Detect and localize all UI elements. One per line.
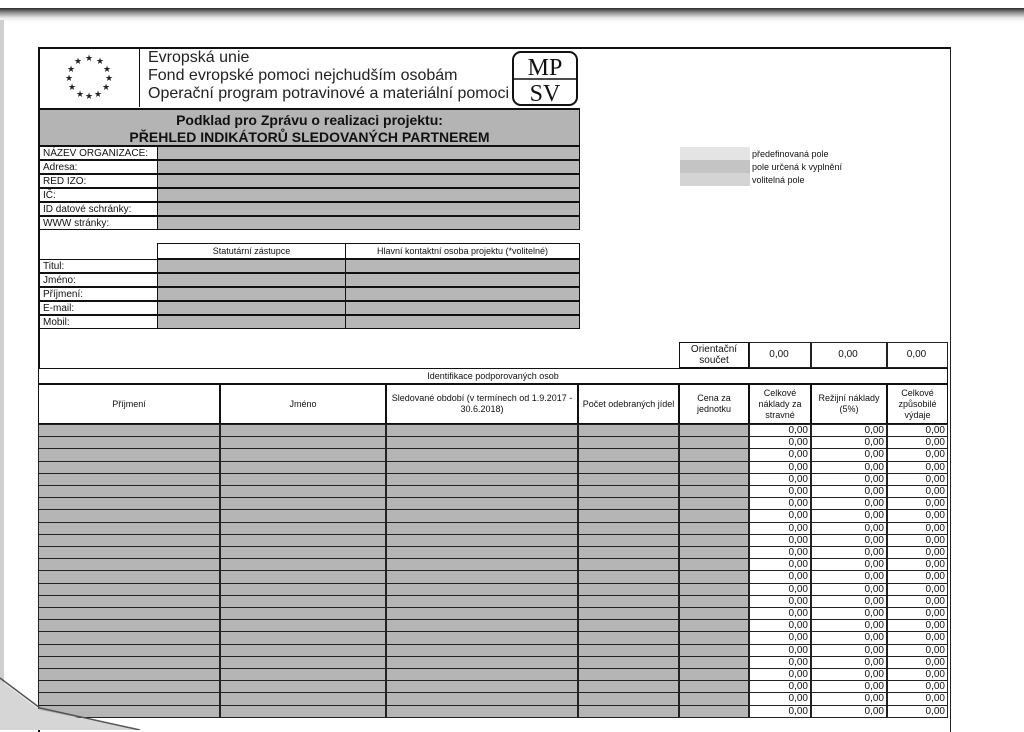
eu-flag-icon: [40, 49, 140, 107]
scan-edge: [0, 8, 1024, 22]
svg-text:★: ★: [84, 54, 94, 64]
org-field-input[interactable]: [157, 188, 580, 202]
input-cell[interactable]: [679, 583, 749, 596]
summary-total-costs: 0,00: [749, 342, 811, 368]
input-cell[interactable]: [679, 436, 749, 449]
svg-text:★: ★: [64, 74, 74, 84]
mpsv-logo-bottom: SV: [529, 81, 561, 107]
input-cell[interactable]: [220, 436, 386, 449]
legend-swatch-prefilled: [680, 147, 750, 160]
org-field-label: RED IZO:: [38, 174, 158, 188]
input-cell[interactable]: [679, 656, 749, 669]
legend-to-fill: pole určená k vyplnění: [752, 162, 843, 172]
input-cell[interactable]: [578, 656, 679, 669]
value-cell: 0,00: [749, 595, 811, 608]
value-cell: 0,00: [887, 485, 948, 498]
contact-statutory-input[interactable]: [157, 287, 346, 301]
value-cell: 0,00: [887, 668, 948, 681]
value-cell: 0,00: [749, 619, 811, 632]
input-cell[interactable]: [386, 705, 578, 718]
input-cell[interactable]: [578, 631, 679, 644]
scan-border: [0, 20, 4, 730]
col-surname: Příjmení: [38, 384, 220, 424]
value-cell: 0,00: [811, 692, 887, 705]
input-cell[interactable]: [386, 680, 578, 693]
input-cell[interactable]: [220, 461, 386, 474]
value-cell: 0,00: [749, 607, 811, 620]
input-cell[interactable]: [578, 680, 679, 693]
contact-main-input[interactable]: [345, 287, 580, 301]
form-title-line2: PŘEHLED INDIKÁTORŮ SLEDOVANÝCH PARTNEREM: [129, 129, 490, 145]
org-field-label: ID datové schránky:: [38, 202, 158, 216]
input-cell[interactable]: [220, 497, 386, 510]
input-cell[interactable]: [578, 448, 679, 461]
input-cell[interactable]: [578, 570, 679, 583]
value-cell: 0,00: [811, 570, 887, 583]
input-cell[interactable]: [386, 583, 578, 596]
value-cell: 0,00: [887, 656, 948, 669]
input-cell[interactable]: [220, 448, 386, 461]
value-cell: 0,00: [811, 509, 887, 522]
input-cell[interactable]: [386, 644, 578, 657]
contact-row-label: E-mail:: [38, 301, 158, 315]
input-cell[interactable]: [220, 570, 386, 583]
mpsv-logo-top: MP: [527, 55, 563, 81]
value-cell: 0,00: [887, 509, 948, 522]
input-cell[interactable]: [220, 644, 386, 657]
input-cell[interactable]: [220, 595, 386, 608]
input-cell[interactable]: [679, 448, 749, 461]
input-cell[interactable]: [220, 705, 386, 718]
svg-text:★: ★: [84, 92, 94, 102]
contact-row-label: Jméno:: [38, 273, 158, 287]
value-cell: 0,00: [749, 656, 811, 669]
svg-text:★: ★: [75, 90, 85, 100]
value-cell: 0,00: [887, 619, 948, 632]
input-cell[interactable]: [679, 570, 749, 583]
contact-main-input[interactable]: [345, 301, 580, 315]
value-cell: 0,00: [811, 583, 887, 596]
col-meals: Počet odebraných jídel: [578, 384, 679, 424]
svg-text:★: ★: [95, 57, 105, 67]
value-cell: 0,00: [887, 644, 948, 657]
svg-text:★: ★: [102, 65, 112, 75]
contact-main-input[interactable]: [345, 315, 580, 329]
input-cell[interactable]: [386, 522, 578, 535]
svg-text:★: ★: [93, 90, 103, 100]
fund-title: Fond evropské pomoci nejchudším osobám: [148, 67, 458, 84]
input-cell[interactable]: [38, 570, 220, 583]
value-cell: 0,00: [887, 631, 948, 644]
input-cell[interactable]: [578, 619, 679, 632]
scan-shadow: [0, 640, 180, 730]
contact-statutory-input[interactable]: [157, 301, 346, 315]
value-cell: 0,00: [749, 509, 811, 522]
input-cell[interactable]: [38, 522, 220, 535]
value-cell: 0,00: [811, 534, 887, 547]
value-cell: 0,00: [749, 522, 811, 535]
value-cell: 0,00: [887, 546, 948, 559]
value-cell: 0,00: [811, 448, 887, 461]
org-field-input[interactable]: [157, 216, 580, 230]
input-cell[interactable]: [578, 595, 679, 608]
input-cell[interactable]: [679, 473, 749, 486]
value-cell: 0,00: [887, 473, 948, 486]
contact-row-label: Titul:: [38, 259, 158, 273]
org-field-input[interactable]: [157, 174, 580, 188]
input-cell[interactable]: [679, 595, 749, 608]
contact-row-label: Mobil:: [38, 315, 158, 329]
input-cell[interactable]: [220, 656, 386, 669]
input-cell[interactable]: [679, 705, 749, 718]
legend-swatch-to-fill: [680, 160, 750, 173]
input-cell[interactable]: [38, 595, 220, 608]
value-cell: 0,00: [811, 424, 887, 437]
value-cell: 0,00: [887, 522, 948, 535]
input-cell[interactable]: [386, 619, 578, 632]
input-cell[interactable]: [386, 631, 578, 644]
col-name: Jméno: [220, 384, 386, 424]
col-overhead: Režijní náklady (5%): [811, 384, 887, 424]
input-cell[interactable]: [386, 534, 578, 547]
value-cell: 0,00: [887, 424, 948, 437]
input-cell[interactable]: [679, 558, 749, 571]
value-cell: 0,00: [811, 546, 887, 559]
input-cell[interactable]: [679, 509, 749, 522]
input-cell[interactable]: [38, 558, 220, 571]
value-cell: 0,00: [749, 680, 811, 693]
value-cell: 0,00: [749, 448, 811, 461]
value-cell: 0,00: [811, 644, 887, 657]
value-cell: 0,00: [887, 461, 948, 474]
input-cell[interactable]: [679, 692, 749, 705]
input-cell[interactable]: [38, 448, 220, 461]
value-cell: 0,00: [811, 522, 887, 535]
svg-text:★: ★: [104, 74, 114, 84]
input-cell[interactable]: [679, 522, 749, 535]
value-cell: 0,00: [811, 595, 887, 608]
input-cell[interactable]: [220, 509, 386, 522]
input-cell[interactable]: [578, 461, 679, 474]
input-cell[interactable]: [386, 656, 578, 669]
input-cell[interactable]: [679, 461, 749, 474]
value-cell: 0,00: [811, 497, 887, 510]
contact-col-main: Hlavní kontaktní osoba projektu (*volitelné): [345, 243, 580, 259]
input-cell[interactable]: [386, 595, 578, 608]
input-cell[interactable]: [578, 705, 679, 718]
contact-row-label: Příjmení:: [38, 287, 158, 301]
value-cell: 0,00: [749, 546, 811, 559]
org-field-label: Adresa:: [38, 160, 158, 174]
col-period: Sledované období (v termínech od 1.9.2017 - 30.6.2018): [386, 384, 578, 424]
contact-main-input[interactable]: [345, 259, 580, 273]
value-cell: 0,00: [749, 570, 811, 583]
contact-main-input[interactable]: [345, 273, 580, 287]
input-cell[interactable]: [679, 619, 749, 632]
contact-col-statutory: Statutární zástupce: [157, 243, 346, 259]
contact-statutory-input[interactable]: [157, 273, 346, 287]
col-total-costs: Celkové náklady za stravné: [749, 384, 811, 424]
input-cell[interactable]: [38, 534, 220, 547]
input-cell[interactable]: [38, 583, 220, 596]
value-cell: 0,00: [887, 436, 948, 449]
value-cell: 0,00: [887, 583, 948, 596]
value-cell: 0,00: [887, 595, 948, 608]
input-cell[interactable]: [220, 692, 386, 705]
value-cell: 0,00: [749, 644, 811, 657]
input-cell[interactable]: [679, 680, 749, 693]
svg-text:★: ★: [67, 83, 77, 93]
input-cell[interactable]: [578, 558, 679, 571]
input-cell[interactable]: [220, 522, 386, 535]
svg-text:★: ★: [73, 57, 83, 67]
value-cell: 0,00: [811, 607, 887, 620]
input-cell[interactable]: [578, 644, 679, 657]
input-cell[interactable]: [386, 448, 578, 461]
legend-swatch-optional: [680, 173, 750, 186]
input-cell[interactable]: [386, 570, 578, 583]
header-titles: [148, 49, 509, 103]
input-cell[interactable]: [220, 534, 386, 547]
legend-prefilled: předefinovaná pole: [752, 149, 829, 159]
form-title: [38, 109, 580, 146]
value-cell: 0,00: [887, 497, 948, 510]
input-cell[interactable]: [386, 473, 578, 486]
value-cell: 0,00: [887, 534, 948, 547]
value-cell: 0,00: [749, 497, 811, 510]
value-cell: 0,00: [749, 534, 811, 547]
value-cell: 0,00: [811, 705, 887, 718]
value-cell: 0,00: [811, 656, 887, 669]
value-cell: 0,00: [749, 705, 811, 718]
input-cell[interactable]: [386, 509, 578, 522]
value-cell: 0,00: [811, 461, 887, 474]
form-title-line1: Podklad pro Zprávu o realizaci projektu:: [176, 112, 443, 128]
value-cell: 0,00: [811, 473, 887, 486]
input-cell[interactable]: [578, 509, 679, 522]
input-cell[interactable]: [38, 509, 220, 522]
org-field-label: NÁZEV ORGANIZACE:: [38, 146, 158, 160]
input-cell[interactable]: [386, 497, 578, 510]
org-field-input[interactable]: [157, 202, 580, 216]
input-cell[interactable]: [578, 436, 679, 449]
value-cell: 0,00: [887, 705, 948, 718]
value-cell: 0,00: [749, 424, 811, 437]
value-cell: 0,00: [811, 668, 887, 681]
value-cell: 0,00: [749, 558, 811, 571]
input-cell[interactable]: [386, 692, 578, 705]
input-cell[interactable]: [679, 644, 749, 657]
value-cell: 0,00: [811, 631, 887, 644]
input-cell[interactable]: [578, 522, 679, 535]
value-cell: 0,00: [887, 680, 948, 693]
input-cell[interactable]: [220, 473, 386, 486]
col-unit-price: Cena za jednotku: [679, 384, 749, 424]
value-cell: 0,00: [887, 570, 948, 583]
value-cell: 0,00: [811, 485, 887, 498]
value-cell: 0,00: [749, 692, 811, 705]
input-cell[interactable]: [220, 631, 386, 644]
value-cell: 0,00: [811, 680, 887, 693]
input-cell[interactable]: [679, 631, 749, 644]
value-cell: 0,00: [887, 607, 948, 620]
org-field-input[interactable]: [157, 146, 580, 160]
input-cell[interactable]: [38, 436, 220, 449]
value-cell: 0,00: [749, 583, 811, 596]
mpsv-logo: [511, 50, 579, 107]
contact-statutory-input[interactable]: [157, 259, 346, 273]
input-cell[interactable]: [578, 692, 679, 705]
input-cell[interactable]: [386, 461, 578, 474]
input-cell[interactable]: [38, 497, 220, 510]
value-cell: 0,00: [749, 461, 811, 474]
input-cell[interactable]: [220, 619, 386, 632]
value-cell: 0,00: [811, 558, 887, 571]
input-cell[interactable]: [220, 558, 386, 571]
value-cell: 0,00: [749, 485, 811, 498]
program-title: Operační program potravinové a materiální pomoci: [148, 85, 510, 102]
input-cell[interactable]: [578, 534, 679, 547]
table-group-header: Identifikace podporovaných osob: [38, 368, 948, 384]
value-cell: 0,00: [749, 473, 811, 486]
input-cell[interactable]: [578, 473, 679, 486]
value-cell: 0,00: [887, 448, 948, 461]
input-cell[interactable]: [679, 497, 749, 510]
col-eligible: Celkové způsobilé výdaje: [887, 384, 948, 424]
org-field-label: IČ:: [38, 188, 158, 202]
eu-title: Evropská unie: [148, 49, 250, 66]
input-cell[interactable]: [386, 558, 578, 571]
summary-eligible: 0,00: [887, 342, 948, 368]
input-cell[interactable]: [220, 583, 386, 596]
legend-optional: volitelná pole: [752, 175, 805, 185]
input-cell[interactable]: [38, 619, 220, 632]
value-cell: 0,00: [749, 668, 811, 681]
svg-text:★: ★: [66, 65, 76, 75]
input-cell[interactable]: [38, 473, 220, 486]
svg-text:★: ★: [101, 83, 111, 93]
summary-label: Orientační součet: [679, 342, 749, 368]
value-cell: 0,00: [811, 436, 887, 449]
input-cell[interactable]: [679, 534, 749, 547]
value-cell: 0,00: [887, 558, 948, 571]
value-cell: 0,00: [749, 436, 811, 449]
value-cell: 0,00: [811, 619, 887, 632]
contact-statutory-input[interactable]: [157, 315, 346, 329]
input-cell[interactable]: [386, 436, 578, 449]
org-field-label: WWW stránky:: [38, 216, 158, 230]
summary-overhead: 0,00: [811, 342, 887, 368]
input-cell[interactable]: [220, 680, 386, 693]
value-cell: 0,00: [887, 692, 948, 705]
value-cell: 0,00: [749, 631, 811, 644]
org-field-input[interactable]: [157, 160, 580, 174]
input-cell[interactable]: [38, 461, 220, 474]
input-cell[interactable]: [578, 583, 679, 596]
input-cell[interactable]: [578, 497, 679, 510]
